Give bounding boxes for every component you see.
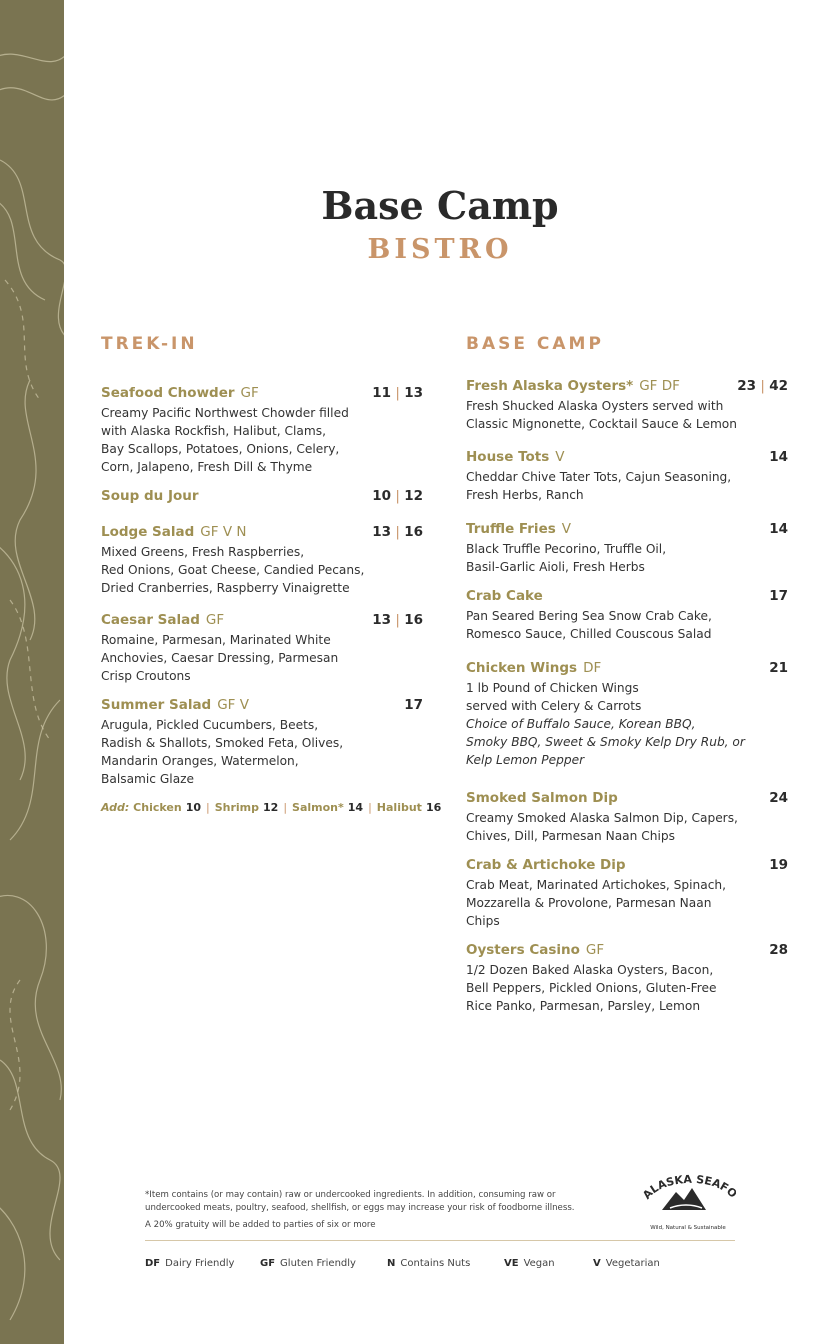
item-name: Smoked Salmon Dip xyxy=(466,790,618,806)
menu-item xyxy=(466,377,788,433)
item-price xyxy=(769,520,788,538)
menu-item xyxy=(466,520,788,576)
menu-item xyxy=(466,659,788,769)
price-single: 19 xyxy=(769,857,788,873)
item-name: Summer Salad xyxy=(101,697,212,713)
add-label: Add: xyxy=(101,801,130,814)
item-description: Fresh Shucked Alaska Oysters served with Classic Mignonette, Cocktail Sauce & Lemon xyxy=(466,399,737,431)
item-price: 23 | 42 xyxy=(737,378,788,394)
legend-code: V xyxy=(593,1258,601,1269)
legend-code: DF xyxy=(145,1258,161,1269)
menu-item xyxy=(101,487,423,505)
add-option-name: Salmon* xyxy=(292,801,344,814)
legend-code: GF xyxy=(260,1258,276,1269)
alaska-seafood-logo xyxy=(640,1170,736,1234)
item-price xyxy=(769,789,788,807)
item-name: Lodge Salad xyxy=(101,524,195,540)
price-single: 14 xyxy=(769,449,788,465)
price-single: 28 xyxy=(769,942,788,958)
legend-item xyxy=(593,1258,660,1269)
menu-item xyxy=(466,856,788,930)
legend-item xyxy=(145,1258,234,1269)
menu-item xyxy=(466,789,788,845)
price-small: 11 xyxy=(372,385,392,401)
alaska-seafood-logo-icon xyxy=(640,1170,736,1234)
item-name: Caesar Salad xyxy=(101,612,200,628)
add-option-name: Chicken xyxy=(133,801,182,814)
item-price: 13 | 16 xyxy=(372,524,423,540)
item-description: Arugula, Pickled Cucumbers, Beets, Radish & Shallots, Smoked Feta, Olives, Mandarin Oranges, Watermelon, Balsamic Glaze xyxy=(101,718,344,786)
item-name: Seafood Chowder xyxy=(101,385,235,401)
item-description: Cheddar Chive Tater Tots, Cajun Seasoning, Fresh Herbs, Ranch xyxy=(466,470,732,502)
item-description: 1 lb Pound of Chicken Wings served with Celery & Carrots xyxy=(466,681,642,713)
item-price: 10 | 12 xyxy=(372,488,423,504)
item-tags: GF DF xyxy=(639,378,680,394)
price-large: 42 xyxy=(769,378,788,394)
item-name: House Tots xyxy=(466,449,550,465)
restaurant-title: Base Camp xyxy=(321,183,559,228)
menu-item xyxy=(101,611,423,685)
item-name: Truffle Fries xyxy=(466,521,556,537)
menu-item xyxy=(466,941,788,1015)
item-price xyxy=(769,659,788,677)
price-single: 21 xyxy=(769,660,788,676)
item-description: Black Truffle Pecorino, Truffle Oil, Basil-Garlic Aioli, Fresh Herbs xyxy=(466,542,667,574)
legend-label: Dairy Friendly xyxy=(165,1258,235,1269)
legend-item xyxy=(387,1258,470,1269)
price-small: 10 xyxy=(372,488,392,504)
item-description: Crab Meat, Marinated Artichokes, Spinach, Mozzarella & Provolone, Parmesan Naan Chips xyxy=(466,878,727,928)
menu-item xyxy=(101,696,423,788)
add-protein-line: Add: Chicken 10 | Shrimp 12 | Salmon* 14 | Halibut 16 xyxy=(101,801,442,814)
item-tags: V xyxy=(555,449,565,465)
item-description: Creamy Smoked Alaska Salmon Dip, Capers, Chives, Dill, Parmesan Naan Chips xyxy=(466,811,738,843)
legend-item xyxy=(504,1258,555,1269)
item-name: Crab Cake xyxy=(466,588,543,604)
legend-label: Vegetarian xyxy=(605,1258,660,1269)
item-description: 1/2 Dozen Baked Alaska Oysters, Bacon, Bell Peppers, Pickled Onions, Gluten-Free Rice Panko, Parmesan, Parsley, Lemon xyxy=(466,963,717,1013)
item-description-options: Choice of Buffalo Sauce, Korean BBQ, Smoky BBQ, Sweet & Smoky Kelp Dry Rub, or Kelp Lemon Pepper xyxy=(466,717,745,767)
gratuity-note: A 20% gratuity will be added to parties of six or more xyxy=(145,1220,376,1230)
add-option-price: 16 xyxy=(425,801,442,814)
item-description: Mixed Greens, Fresh Raspberries, Red Onions, Goat Cheese, Candied Pecans, Dried Cranberries, Raspberry Vinaigrette xyxy=(101,545,365,595)
legend-code: N xyxy=(387,1258,396,1269)
menu-item xyxy=(466,587,788,643)
menu-item xyxy=(101,523,423,597)
item-tags: GF xyxy=(205,612,225,628)
price-small: 13 xyxy=(372,524,392,540)
item-name: Oysters Casino xyxy=(466,942,580,958)
item-price xyxy=(404,696,423,714)
price-single: 17 xyxy=(769,588,788,604)
legend-label: Vegan xyxy=(523,1258,555,1269)
price-large: 16 xyxy=(404,524,423,540)
item-tags: GF xyxy=(240,385,259,401)
section-heading-trek-in: TREK-IN xyxy=(101,334,198,354)
item-tags: V xyxy=(561,521,572,537)
add-option-price: 14 xyxy=(347,801,364,814)
item-tags: GF V N xyxy=(200,524,247,540)
legend-label: Gluten Friendly xyxy=(280,1258,356,1269)
item-description: Romaine, Parmesan, Marinated White Anchovies, Caesar Dressing, Parmesan Crisp Croutons xyxy=(101,633,339,683)
item-price: 11 | 13 xyxy=(372,385,423,401)
item-tags: DF xyxy=(583,660,602,676)
restaurant-subtitle: BISTRO xyxy=(367,234,513,265)
raw-food-disclaimer: *Item contains (or may contain) raw or undercooked ingredients. In addition, consuming raw or undercooked meats, poultry, seafood, shellfish, or eggs may increase your risk of foodborne illness. xyxy=(145,1190,575,1213)
item-price xyxy=(769,448,788,466)
logo-wordmark: ALASKA SEAF xyxy=(640,1172,731,1202)
section-heading-base-camp: BASE CAMP xyxy=(466,334,604,354)
item-name: Crab & Artichoke Dip xyxy=(466,857,626,873)
price-large: 13 xyxy=(404,385,423,401)
add-option-name: Shrimp xyxy=(214,801,260,814)
footer-divider xyxy=(145,1240,735,1241)
item-price: 13 | 16 xyxy=(372,612,423,628)
menu-item xyxy=(466,448,788,504)
item-price xyxy=(769,941,788,959)
add-option-price: 12 xyxy=(263,801,279,814)
price-single: 14 xyxy=(769,521,788,537)
price-large: 16 xyxy=(404,612,423,628)
add-option-name: Halibut xyxy=(376,801,422,814)
add-option-price: 10 xyxy=(185,801,201,814)
price-single: 17 xyxy=(404,697,423,713)
item-name: Soup du Jour xyxy=(101,488,199,504)
item-name: Fresh Alaska Oysters* xyxy=(466,378,634,394)
item-description: Creamy Pacific Northwest Chowder filled with Alaska Rockfish, Halibut, Clams, Bay Scallops, Potatoes, Onions, Celery, Corn, Jalapeno, Fresh Dill & Thyme xyxy=(101,406,349,474)
item-description: Pan Seared Bering Sea Snow Crab Cake, Romesco Sauce, Chilled Couscous Salad xyxy=(466,609,712,641)
price-small: 23 xyxy=(737,378,757,394)
legend-item xyxy=(260,1258,356,1269)
item-name: Chicken Wings xyxy=(466,660,578,676)
item-price xyxy=(769,856,788,874)
item-price xyxy=(769,587,788,605)
item-tags: GF V xyxy=(217,697,249,713)
item-tags: GF xyxy=(585,942,605,958)
menu-item xyxy=(101,384,423,476)
price-single: 24 xyxy=(769,790,788,806)
legend-code: VE xyxy=(504,1258,519,1269)
logo-tagline: Wild, Natural & Sustainable xyxy=(650,1225,726,1231)
price-large: 12 xyxy=(404,488,423,504)
legend-label: Contains Nuts xyxy=(400,1258,471,1269)
price-small: 13 xyxy=(372,612,392,628)
